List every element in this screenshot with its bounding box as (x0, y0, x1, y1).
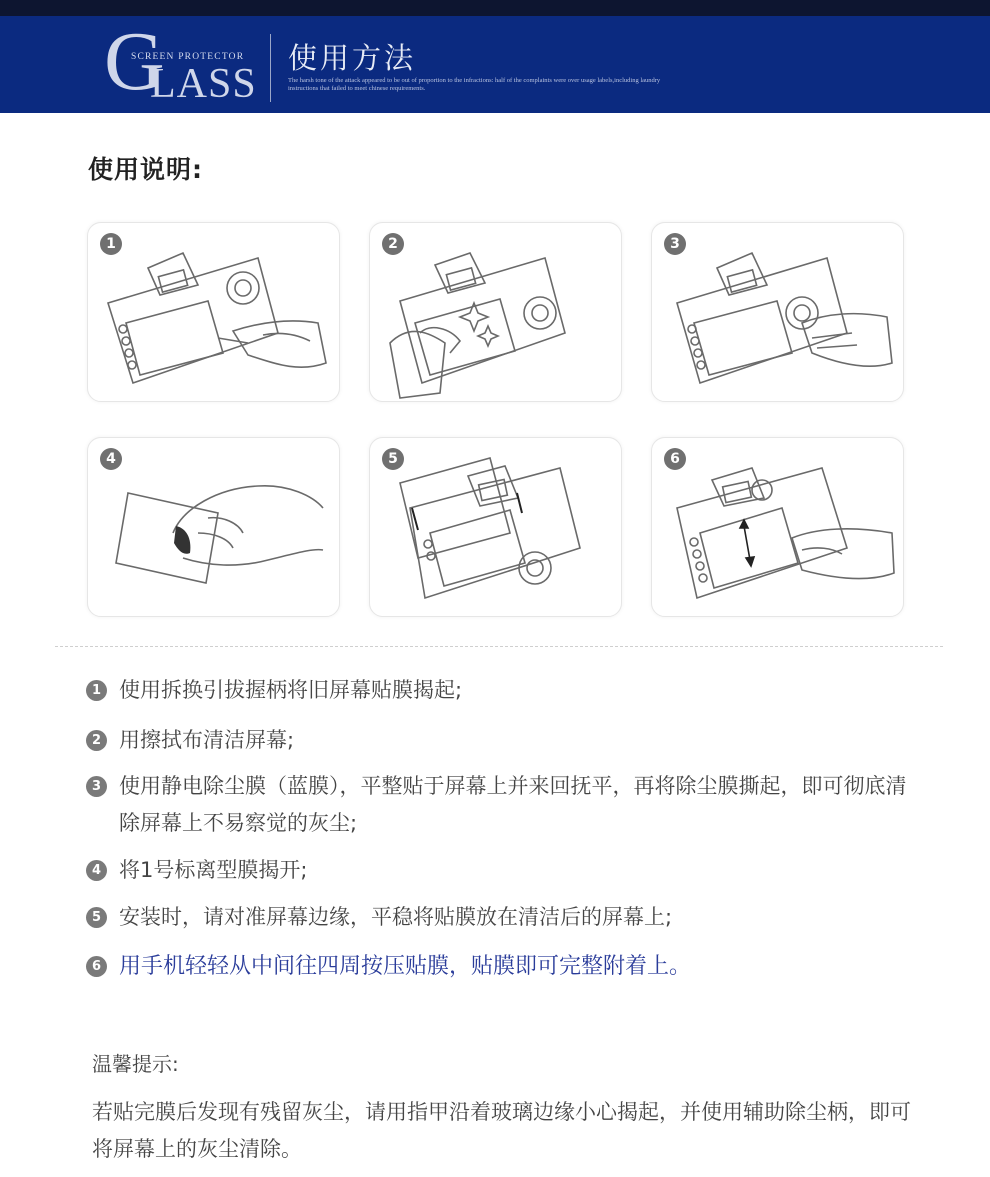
card-number-badge: 5 (382, 448, 404, 470)
step-number-badge: 4 (86, 860, 107, 881)
step-card-4 (87, 437, 340, 617)
step-card-5 (369, 437, 622, 617)
step-number-badge: 6 (86, 956, 107, 977)
logo-letter-g: G (104, 15, 165, 108)
step-text: 使用拆换引拔握柄将旧屏幕贴膜揭起; (119, 678, 463, 702)
step-number-badge: 3 (86, 776, 107, 797)
card-number-badge: 6 (664, 448, 686, 470)
step-text: 将1号标离型膜揭开; (119, 858, 308, 882)
camera-illustration-6 (652, 438, 904, 617)
banner-note: The harsh tone of the attack appeared to be out of proportion to the infractions: half of the complaints were over usage labels,including laundry instructions that failed to meet chinese requirements. (288, 77, 661, 92)
section-title: 使用说明: (88, 155, 203, 184)
step-text: 安装时，请对准屏幕边缘，平稳将贴膜放在清洁后的屏幕上; (119, 905, 673, 929)
instruction-step-3 (86, 768, 916, 842)
film-peel-illustration (88, 438, 340, 617)
instruction-step-5 (86, 899, 916, 936)
instruction-step-4 (86, 852, 916, 889)
card-number-badge: 3 (664, 233, 686, 255)
camera-illustration-1 (88, 223, 340, 402)
tips-body: 若贴完膜后发现有残留灰尘，请用指甲沿着玻璃边缘小心揭起，并使用辅助除尘柄，即可将屏幕上的灰尘清除。 (92, 1100, 911, 1161)
instruction-step-6 (86, 948, 916, 985)
step-text: 用擦拭布清洁屏幕; (119, 728, 295, 752)
camera-illustration-5 (370, 438, 622, 617)
camera-illustration-2 (370, 223, 622, 402)
step-text: 使用静电除尘膜（蓝膜），平整贴于屏幕上并来回抚平，再将除尘膜撕起，即可彻底清除屏幕上不易察觉的灰尘; (119, 774, 907, 835)
camera-illustration-3 (652, 223, 904, 402)
logo-screen-protector: SCREEN PROTECTOR (131, 52, 245, 62)
top-strip (0, 0, 990, 16)
card-number-badge: 4 (100, 448, 122, 470)
step-number-badge: 2 (86, 730, 107, 751)
step-card-2 (369, 222, 622, 402)
instruction-step-1 (86, 672, 916, 709)
logo-lass: LASS (150, 61, 257, 107)
tips-title: 温馨提示: (92, 1052, 179, 1076)
step-number-badge: 5 (86, 907, 107, 928)
step-number-badge: 1 (86, 680, 107, 701)
instruction-step-2 (86, 722, 916, 759)
section-divider (55, 646, 943, 647)
banner-title: 使用方法 (288, 41, 417, 75)
banner-divider (270, 34, 271, 102)
step-card-6 (651, 437, 904, 617)
card-number-badge: 2 (382, 233, 404, 255)
step-card-3 (651, 222, 904, 402)
card-number-badge: 1 (100, 233, 122, 255)
step-text: 用手机轻轻从中间往四周按压贴膜，贴膜即可完整附着上。 (119, 954, 692, 979)
header-banner (0, 16, 990, 113)
step-card-1 (87, 222, 340, 402)
